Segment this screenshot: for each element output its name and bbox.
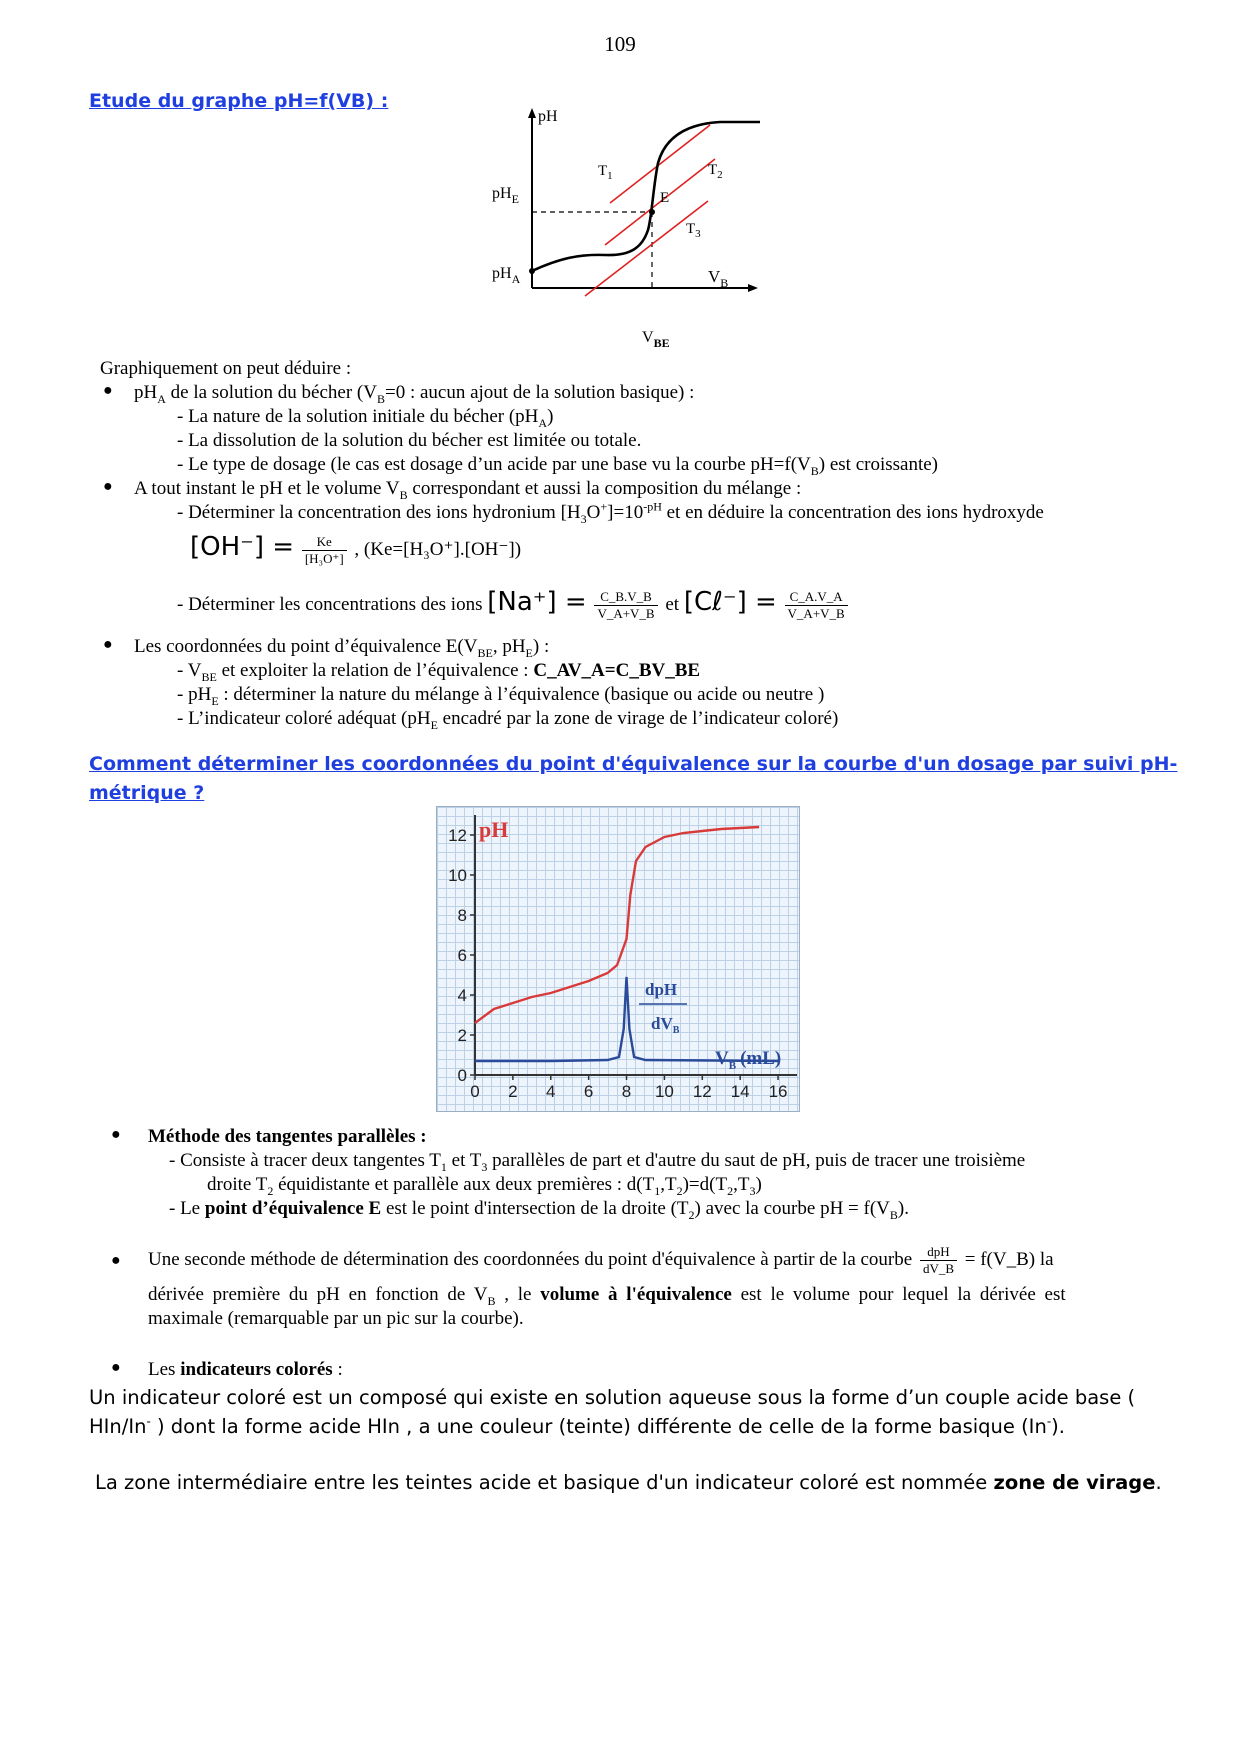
method-tangents-title: Méthode des tangentes parallèles : [148, 1126, 427, 1147]
t1-label: T [598, 163, 608, 179]
x-tick-label: 8 [621, 1082, 632, 1101]
bullet-equivalence-coords: Les coordonnées du point d’équivalence $E(V_{BE}$, $pH_E$) : [134, 636, 550, 660]
svg-text:VB [708, 267, 728, 290]
equivalence-detail-1: - $V_{BE}$ et exploiter la relation de l’équivalence : C_AV_A=C_BV_BE [177, 660, 701, 684]
svg-text:T2 [708, 162, 723, 181]
bullet-any-instant: A tout instant le pH et le volume $V_B$ correspondant et aussi la composition du mélange : [134, 478, 802, 502]
y-tick-label: 10 [448, 866, 467, 885]
t2-label-sub: 2 [717, 169, 723, 181]
section-title-equivalence-method[interactable]: Comment déterminer les coordonnées du point d'équivalence sur la courbe d'un dosage par suivi pH- [89, 753, 1178, 775]
chart-dph-label: dpH [645, 980, 678, 999]
x-tick-label: 2 [508, 1082, 518, 1101]
indicator-definition-line-2: HIn/In- ) dont la forme acide HIn , a une couleur (teinte) différente de celle de la forme basique (In-). [89, 1414, 1065, 1438]
vbe-label-sub: BE [653, 336, 670, 350]
phe-label: pH [492, 185, 512, 202]
section-title-graph-study[interactable]: Etude du graphe pH=f(VB) : [89, 90, 389, 112]
chart-vb-label: V [715, 1048, 729, 1069]
y-tick-label: 6 [457, 946, 467, 965]
derivative-series-line [475, 977, 778, 1061]
point-e-label: E [660, 190, 670, 206]
method-derivative-line-3: maximale (remarquable par un pic sur la courbe). [148, 1308, 524, 1329]
x-tick-label: 0 [470, 1082, 480, 1101]
svg-text:dVB [651, 1014, 680, 1036]
y-axis-arrow-icon [528, 108, 536, 118]
bullet-dot: ● [111, 1126, 121, 1143]
point-pha [529, 268, 535, 274]
pha-detail-2: - La dissolution de la solution du bécher est limitée ou totale. [177, 430, 642, 451]
chart-dvb-label: dV [651, 1014, 673, 1033]
pha-detail-3: - Le type de dosage (le cas est dosage d’un acide par une base vu la courbe $pH=f(V_B)$ est croissante) [177, 454, 939, 478]
bullet-dot: ● [103, 382, 113, 399]
pha-label: pH [492, 265, 512, 282]
any-instant-detail-1: - Déterminer la concentration des ions hydronium $[H_3O^+]=10^{-pH}$ et en déduire la concentration des ions hydroxyde [177, 499, 1044, 526]
svg-text:VBE [642, 329, 670, 350]
bullet-dot: ● [111, 1252, 121, 1269]
turning-zone-definition: La zone intermédiaire entre les teintes acide et basique d'un indicateur coloré est nommée zone de virage. [95, 1471, 1162, 1494]
ph-titration-chart [436, 806, 800, 1112]
method-derivative-line-1: Une seconde méthode de détermination des coordonnées du point d'équivalence à partir de la courbe $\frac{\text{dpH}}{dV\_B}$ = f(V_B) la [148, 1244, 1054, 1277]
x-tick-label: 10 [654, 1082, 674, 1101]
ph-titration-chart-svg [437, 807, 799, 1111]
tangent-t3 [585, 201, 708, 296]
svg-text:T3 [686, 221, 701, 240]
any-instant-detail-2: - Déterminer les concentrations des ions [Na⁺] = $\frac{C\_B.V\_B}{V\_A+V\_B}$ et [Cℓ⁻] = $\frac{C\_A.V\_A}{V\_A+V\_B}$ [177, 580, 851, 627]
y-tick-label: 8 [457, 906, 467, 925]
t3-label-sub: 3 [695, 228, 701, 240]
chart-vb-label-sub: B [728, 1060, 737, 1072]
chart-dvb-label-sub: B [672, 1025, 680, 1036]
y-axis-label: pH [538, 108, 558, 125]
y-tick-label: 4 [457, 986, 467, 1005]
svg-text:pHA [492, 265, 521, 286]
svg-text:pH [538, 108, 558, 125]
bullet-dot: ● [103, 636, 113, 653]
t3-label: T [686, 221, 696, 237]
formula-oh: [OH⁻] = $\frac{Ke}{\text{[H₃O⁺]}}$ , (Ke=[H₃O⁺].[OH⁻]) [190, 532, 522, 567]
intro-text: Graphiquement on peut déduire : [100, 358, 352, 379]
t2-label: T [708, 162, 718, 178]
y-tick-label: 0 [457, 1066, 467, 1085]
equivalence-detail-2: - $pH_E$ : déterminer la nature du mélange à l’équivalence (basique ou acide ou neutre ) [177, 684, 825, 708]
bullet-dot: ● [111, 1359, 121, 1376]
y-tick-label: 12 [448, 826, 467, 845]
svg-text:pHE [492, 185, 519, 206]
method-derivative-line-2: dérivée première du pH en fonction de $V_B$ , le volume à l'équivalence est le volume pour lequel la dérivée est [148, 1284, 1066, 1308]
indicator-definition-line-1: Un indicateur coloré est un composé qui existe en solution aqueuse sous la forme d’un couple acide base ( [89, 1386, 1136, 1409]
pha-label-sub: A [511, 272, 521, 286]
page-number: 109 [604, 32, 636, 56]
method-tangents-detail-1: - Consiste à tracer deux tangentes $T_1$ et $T_3$ parallèles de part et d'autre du saut de pH, puis de tracer une troisième [169, 1150, 1026, 1174]
chart-ph-label: pH [479, 817, 509, 842]
pha-detail-1: - La nature de la solution initiale du bécher $(pH_A)$ [177, 406, 554, 430]
method-tangents-detail-2: - Le point d’équivalence E est le point d'intersection de la droite $(T_2)$ avec la courbe pH = $f(V_B)$. [169, 1198, 909, 1222]
svg-text:E [660, 190, 669, 206]
vb-label-sub: B [720, 276, 729, 290]
phe-label-sub: E [511, 192, 519, 206]
svg-text:pH [479, 817, 508, 842]
vbe-label: V [642, 329, 654, 346]
svg-text:VB(mL) [715, 1048, 781, 1072]
bullet-dot: ● [103, 478, 113, 495]
colored-indicators-title: Les indicateurs colorés : [148, 1359, 343, 1380]
equivalence-detail-3: - L’indicateur coloré adéquat ($pH_E$ encadré par la zone de virage de l’indicateur coloré) [177, 708, 839, 732]
x-tick-label: 16 [768, 1082, 788, 1101]
ph-curve-diagram [490, 108, 760, 358]
svg-text:T1 [598, 163, 613, 182]
section-title-equivalence-method-cont[interactable]: métrique ? [89, 782, 205, 804]
t1-label-sub: 1 [607, 170, 613, 182]
x-tick-label: 6 [583, 1082, 594, 1101]
chart-vb-unit: (mL) [740, 1048, 782, 1069]
method-tangents-detail-1b: droite $T_2$ équidistante et parallèle aux deux premières : $d(T_1,T_2)=d(T_2,T_3)$ [207, 1174, 762, 1198]
x-tick-label: 14 [730, 1082, 750, 1101]
point-e [649, 209, 655, 215]
vb-label: V [708, 267, 721, 286]
bullet-pha: $pH_A$ de la solution du bécher ($V_B=0$ : aucun ajout de la solution basique) : [134, 382, 695, 406]
ph-series-line [475, 827, 759, 1023]
x-tick-label: 4 [546, 1082, 556, 1101]
x-axis-arrow-icon [748, 284, 758, 292]
y-tick-label: 2 [457, 1026, 467, 1045]
x-tick-label: 12 [692, 1082, 712, 1101]
svg-text:dpH [645, 980, 677, 999]
